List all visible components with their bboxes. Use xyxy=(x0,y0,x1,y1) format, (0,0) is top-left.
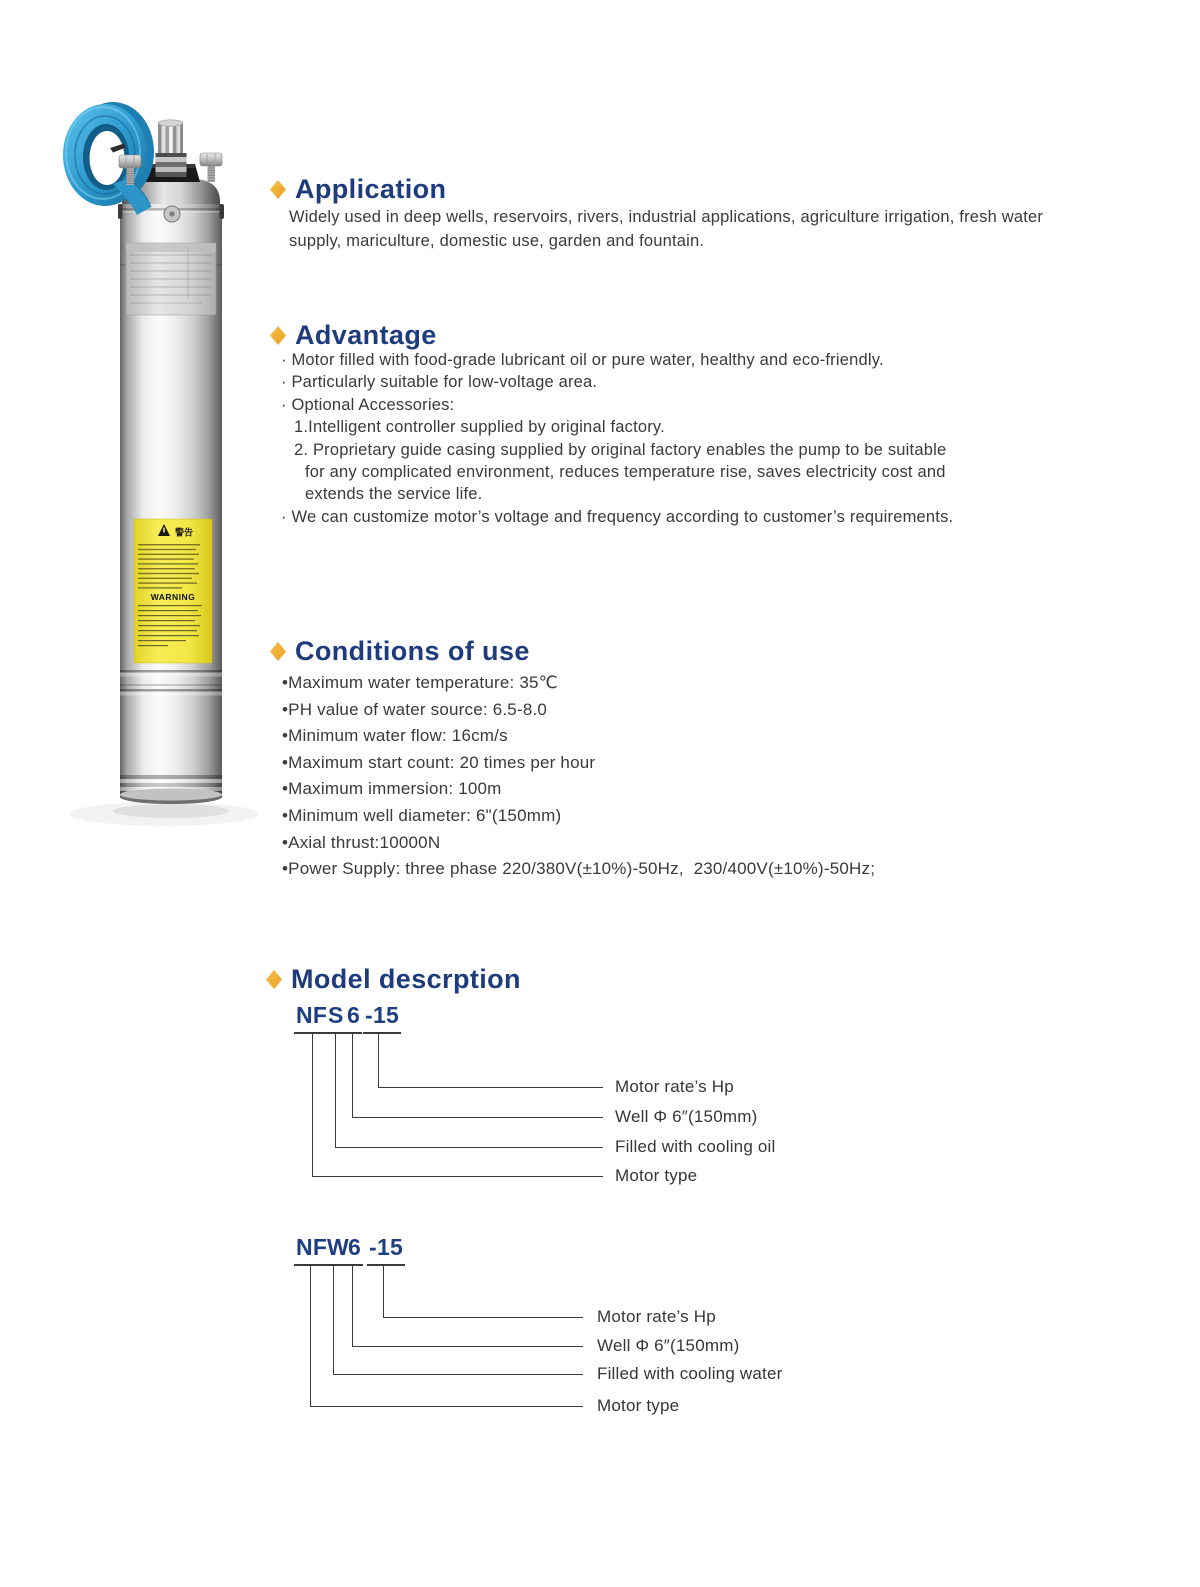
model-code-part: -15 xyxy=(363,1002,401,1034)
conditions-heading xyxy=(270,636,530,667)
model-label: Well Φ 6″(150mm) xyxy=(597,1336,740,1355)
warning-label xyxy=(134,519,212,663)
model-connector-line xyxy=(310,1264,583,1407)
model-label: Filled with cooling water xyxy=(597,1364,783,1383)
advantage-line: · Particularly suitable for low-voltage area. xyxy=(281,373,598,392)
model-label: Motor type xyxy=(615,1166,698,1185)
model-code-part: 6 xyxy=(346,1234,363,1266)
motor-product-photo xyxy=(52,92,267,827)
section-title: Advantage xyxy=(295,320,437,350)
splined-shaft xyxy=(158,120,183,153)
advantage-line: 2. Proprietary guide casing supplied by original factory enables the pump to be suitable xyxy=(294,440,947,459)
model-code-part: -15 xyxy=(367,1234,405,1266)
diamond-bullet-icon xyxy=(266,970,282,989)
shaft-collar xyxy=(156,153,187,177)
diamond-bullet-icon xyxy=(270,180,286,199)
conditions-list xyxy=(282,670,875,883)
side-lug-left xyxy=(118,204,123,219)
model-code-part: W xyxy=(325,1234,351,1266)
condition-item: •Axial thrust:10000N xyxy=(282,832,441,852)
advantage-line: 1.Intelligent controller supplied by original factory. xyxy=(294,418,665,437)
motor-shadow xyxy=(69,802,259,826)
model-label: Motor rate’s Hp xyxy=(597,1307,716,1326)
section-title: Application xyxy=(295,174,447,204)
advantage-line: · We can customize motor’s voltage and frequency according to customer’s requirements. xyxy=(281,507,954,526)
model-heading xyxy=(266,964,521,995)
diamond-bullet-icon xyxy=(270,642,286,661)
condition-item: •Maximum start count: 20 times per hour xyxy=(282,752,596,772)
advantage-heading xyxy=(270,320,437,351)
motor-body xyxy=(118,179,224,804)
diamond-bullet-icon xyxy=(270,326,286,345)
model-code-part: 6 xyxy=(345,1002,362,1034)
model-label: Filled with cooling oil xyxy=(615,1137,776,1156)
condition-item: •Minimum well diameter: 6"(150mm) xyxy=(282,805,562,825)
model-code-part: NF xyxy=(294,1234,329,1266)
section-title: Model descrption xyxy=(291,964,521,994)
condition-item: •Maximum water temperature: 35℃ xyxy=(282,673,558,692)
advantage-line: · Motor filled with food-grade lubricant oil or pure water, healthy and eco-friendly. xyxy=(281,351,884,369)
side-lug-right xyxy=(220,204,225,219)
condition-item: •Minimum water flow: 16cm/s xyxy=(282,726,508,746)
application-heading xyxy=(270,174,446,205)
condition-item: •PH value of water source: 6.5-8.0 xyxy=(282,699,548,719)
condition-item: •Power Supply: three phase 220/380V(±10%)-50Hz, 230/400V(±10%)-50Hz; xyxy=(282,859,876,879)
advantage-line: for any complicated environment, reduces temperature rise, saves electricity cost and xyxy=(305,463,946,482)
model-label: Well Φ 6″(150mm) xyxy=(615,1107,758,1126)
advantage-line: extends the service life. xyxy=(305,485,483,504)
right-stud-bolt xyxy=(200,153,222,182)
warning-title-cn: 警告 xyxy=(175,527,194,538)
vent-screw xyxy=(164,206,180,222)
model-label: Motor rate’s Hp xyxy=(615,1077,734,1096)
model-label: Motor type xyxy=(597,1396,680,1415)
advantage-list xyxy=(281,349,953,528)
nameplate-label xyxy=(126,243,216,315)
model-code-part: S xyxy=(326,1002,346,1034)
advantage-line: · Optional Accessories: xyxy=(281,395,455,414)
warning-title-en: WARNING xyxy=(150,592,196,602)
section-title: Conditions of use xyxy=(295,636,530,666)
condition-item: •Maximum immersion: 100m xyxy=(282,779,502,799)
model-connector-line xyxy=(312,1033,603,1177)
model-code-part: NF xyxy=(294,1002,329,1034)
application-body: Widely used in deep wells, reservoirs, rivers, industrial applications, agriculture irrigation, fresh water supply, mariculture, domestic use, garden and fountain. xyxy=(289,208,1044,250)
